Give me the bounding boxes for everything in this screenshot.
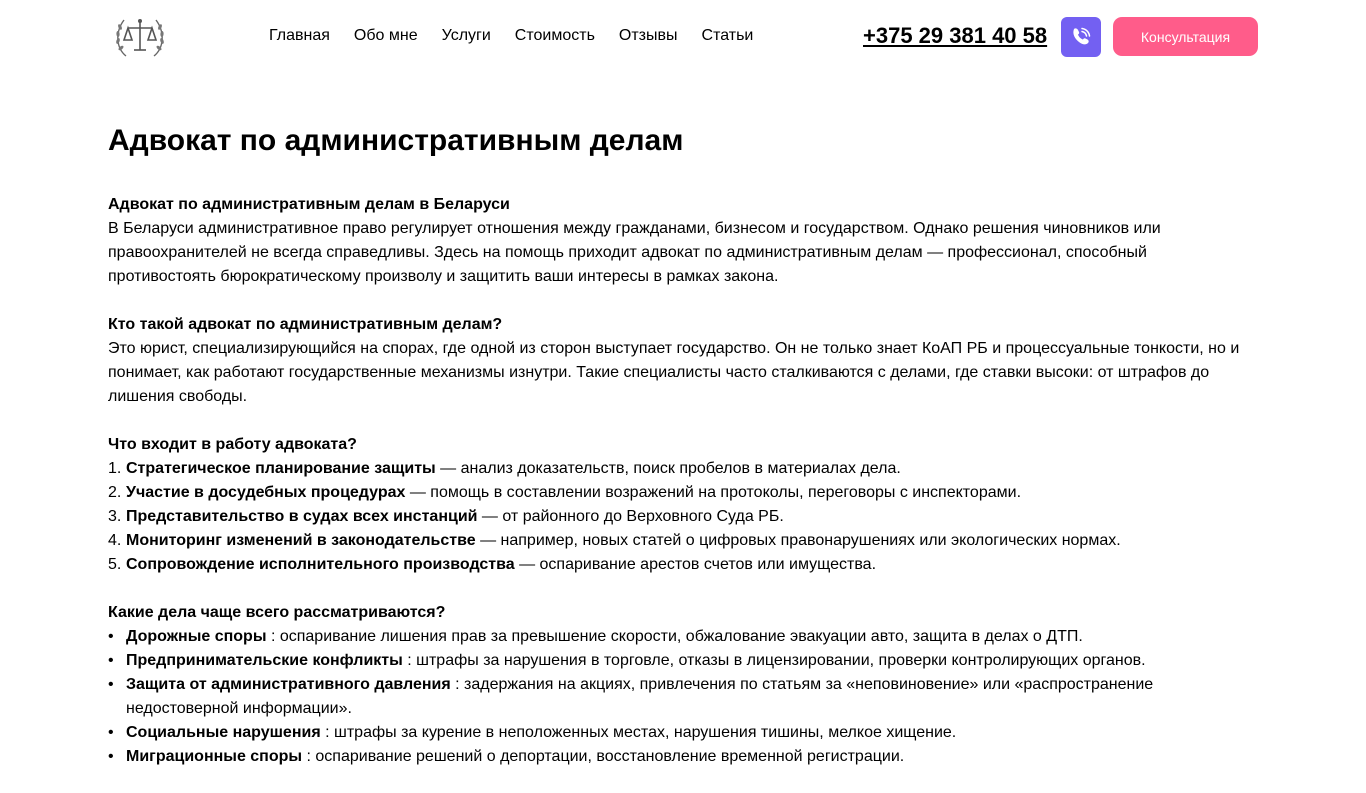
section-text: Это юрист, специализирующийся на спорах, где одной из сторон выступает государство. Он не только знает КоАП РБ и процессуальные тонкости, но и понимает, как работают государственные механизмы изнутри. Такие специалисты часто сталкиваются с делами, где ставки высоки: от штрафов до лишения свободы. bbox=[108, 340, 1240, 405]
list-item: 2. Участие в досудебных процедурах — помощь в составлении возражений на протоколы, переговоры с инспекторами. bbox=[108, 484, 1022, 501]
section-duties bbox=[108, 433, 1258, 577]
section-who bbox=[108, 313, 1258, 409]
nav-link-pricing[interactable]: Стоимость bbox=[514, 27, 595, 44]
list-item: • Социальные нарушения : штрафы за курение в неположенных местах, нарушения тишины, мелкое хищение. bbox=[108, 721, 1258, 745]
bullet-icon: • bbox=[108, 724, 114, 741]
bullet-icon: • bbox=[108, 676, 114, 693]
bullet-icon: • bbox=[108, 652, 114, 669]
scales-laurel-logo-icon[interactable] bbox=[112, 10, 168, 64]
section-heading: Что входит в работу адвоката? bbox=[108, 436, 357, 453]
list-item: • Защита от административного давления : задержания на акциях, привлечения по статьям за «неповиновение» или «распространение недостоверной информации». bbox=[108, 673, 1258, 721]
page-title: Адвокат по административным делам bbox=[108, 124, 684, 157]
main-nav bbox=[269, 26, 777, 46]
section-heading: Какие дела чаще всего рассматриваются? bbox=[108, 604, 446, 621]
list-item: 3. Представительство в судах всех инстанций — от районного до Верховного Суда РБ. bbox=[108, 508, 784, 525]
section-heading: Адвокат по административным делам в Беларуси bbox=[108, 196, 510, 213]
section-text: В Беларуси административное право регулирует отношения между гражданами, бизнесом и государством. Однако решения чиновников или правоохранителей не всегда справедливы. Здесь на помощь приходит адвокат по административным делам — профессионал, способный противостоять бюрократическому произволу и защитить ваши интересы в рамках закона. bbox=[108, 220, 1161, 285]
list-item: 5. Сопровождение исполнительного производства — оспаривание арестов счетов или имущества. bbox=[108, 556, 877, 573]
nav-link-home[interactable]: Главная bbox=[269, 27, 330, 44]
phone-link[interactable]: +375 29 381 40 58 bbox=[863, 23, 1048, 48]
list-item: • Предпринимательские конфликты : штрафы за нарушения в торговле, отказы в лицензировании, проверки контролирующих органов. bbox=[108, 649, 1258, 673]
nav-link-about[interactable]: Обо мне bbox=[353, 27, 418, 44]
section-intro bbox=[108, 193, 1258, 289]
article bbox=[108, 122, 1258, 793]
list-item: 4. Мониторинг изменений в законодательстве — например, новых статей о цифровых правонарушениях или экологических нормах. bbox=[108, 532, 1121, 549]
duties-list bbox=[108, 457, 1258, 577]
nav-link-services[interactable]: Услуги bbox=[441, 27, 491, 44]
site-header bbox=[0, 0, 1366, 72]
list-item: • Дорожные споры : оспаривание лишения прав за превышение скорости, обжалование эвакуации авто, защита в делах о ДТП. bbox=[108, 625, 1258, 649]
viber-phone-icon[interactable] bbox=[1061, 17, 1101, 57]
bullet-icon: • bbox=[108, 748, 114, 765]
list-item: • Миграционные споры : оспаривание решений о депортации, восстановление временной регистрации. bbox=[108, 745, 1258, 769]
section-cases bbox=[108, 601, 1258, 769]
bullet-icon: • bbox=[108, 628, 114, 645]
section-heading: Кто такой адвокат по административным делам? bbox=[108, 316, 503, 333]
cases-list bbox=[108, 625, 1258, 769]
nav-link-reviews[interactable]: Отзывы bbox=[618, 27, 678, 44]
list-item: 1. Стратегическое планирование защиты — анализ доказательств, поиск пробелов в материалах дела. bbox=[108, 460, 901, 477]
nav-link-articles[interactable]: Статьи bbox=[701, 27, 754, 44]
consultation-button[interactable]: Консультация bbox=[1113, 17, 1258, 56]
